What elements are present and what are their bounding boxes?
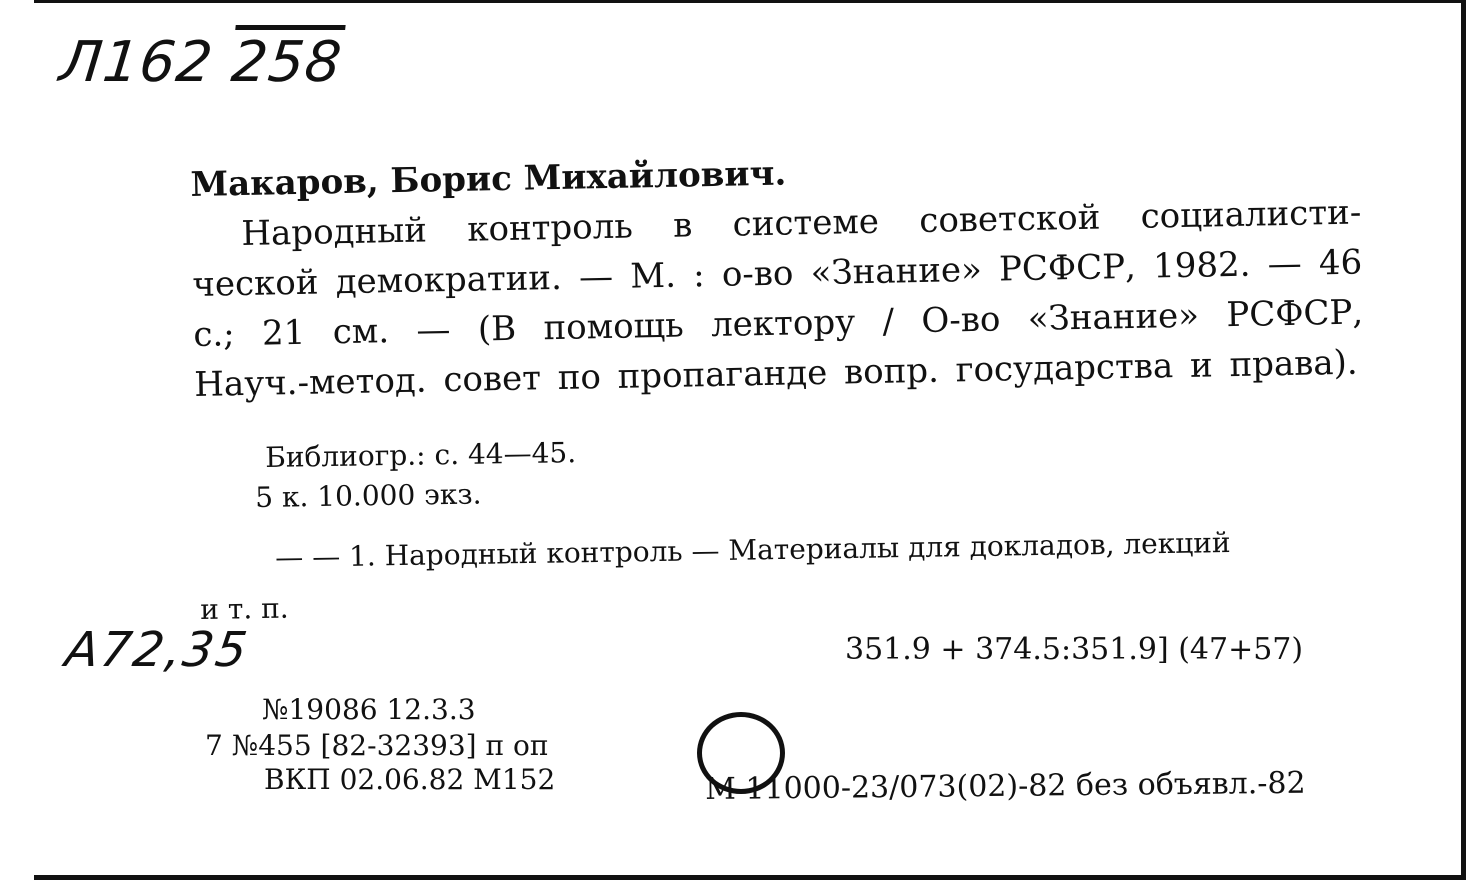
entry-description: Народный контроль в системе советской социалисти-ческой демократии. — М. : о-во «Знание» РСФСР, 1982. — 46 с.; 21 см. — (В помощь лектору / О-во «Знание» РСФСР, Науч.-метод. совет по пропаганде вопр. государства и права). (192, 192, 1364, 405)
tech-line-1: №19086 12.3.3 (262, 693, 476, 726)
subject-heading: — — 1. Народный контроль — Материалы для докладов, лекций (275, 525, 1231, 574)
tech-line-3: ВКП 02.06.82 М152 (264, 763, 556, 796)
bibliography-note: Библиогр.: с. 44—45. (265, 436, 577, 474)
tech-line-2: 7 №455 [82-32393] п оп (205, 729, 549, 762)
udc-classification: 351.9 + 374.5:351.9] (47+57) (845, 632, 1304, 667)
price-print-run: 5 к. 10.000 экз. (255, 477, 482, 514)
subject-heading-continued: и т. п. (200, 591, 289, 626)
bbk-mark: А72,35 (62, 622, 253, 678)
shelf-mark (57, 30, 346, 95)
shelf-mark-main: Л162 (56, 30, 217, 95)
shelf-mark-number: 258 (228, 30, 346, 95)
publisher-index: М 11000-23/073(02)-82 без объявл.-82 (705, 765, 1306, 807)
bibliographic-entry (190, 138, 1365, 410)
author-heading: Макаров, Борис Михайлович. (190, 153, 787, 205)
